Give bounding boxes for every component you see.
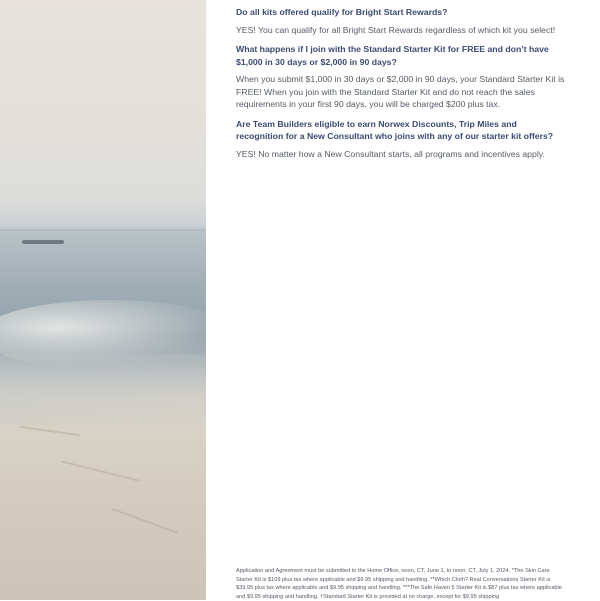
sand-ripple — [61, 460, 139, 481]
horizon-line — [0, 229, 206, 231]
faq-answer: When you submit $1,000 in 30 days or $2,000 in 90 days, your Standard Starter Kit is FREE! When you join with the Standard Starter Kit and do not reach the sales requirements in your first 90 days, you will be charged $200 plus tax. — [236, 74, 565, 109]
sand-ripple — [112, 508, 178, 534]
faq-section — [236, 6, 566, 167]
distant-rocks — [22, 240, 64, 244]
faq-question: What happens if I join with the Standard Starter Kit for FREE and don’t have $1,000 in 30 days or $2,000 in 90 days? — [236, 44, 549, 67]
faq-question: Are Team Builders eligible to earn Norwex Discounts, Trip Miles and recognition for a New Consultant who joins with any of our starter kit offers? — [236, 118, 554, 141]
sand-ripple — [20, 426, 80, 436]
faq-answer: YES! You can qualify for all Bright Start Rewards regardless of which kit you select! — [236, 24, 556, 35]
legal-footnote: Application and Agreement must be submitted to the Home Office, noon, CT, June 1, to noon, CT, July 1, 2024. *The Skin Care Starter Kit is $109 plus tax where applicable and $9.95 shipping and handling. **Which Cloth? Real Conversations Starter Kit is $39.95 plus tax where applicable and $9.95 shipping and handling. ***The Safe Haven 5 Starter Kit is $87 plus tax where applicable and $9.95 shipping and handling. †Standard Starter Kit is provided at no charge, except for $9.95 shipping — [236, 568, 562, 600]
faq-answer: YES! No matter how a New Consultant starts, all programs and incentives apply. — [236, 148, 545, 159]
beach-photo — [0, 0, 206, 600]
faq-question: Do all kits offered qualify for Bright Start Rewards? — [236, 7, 448, 17]
wet-sand — [0, 355, 206, 425]
